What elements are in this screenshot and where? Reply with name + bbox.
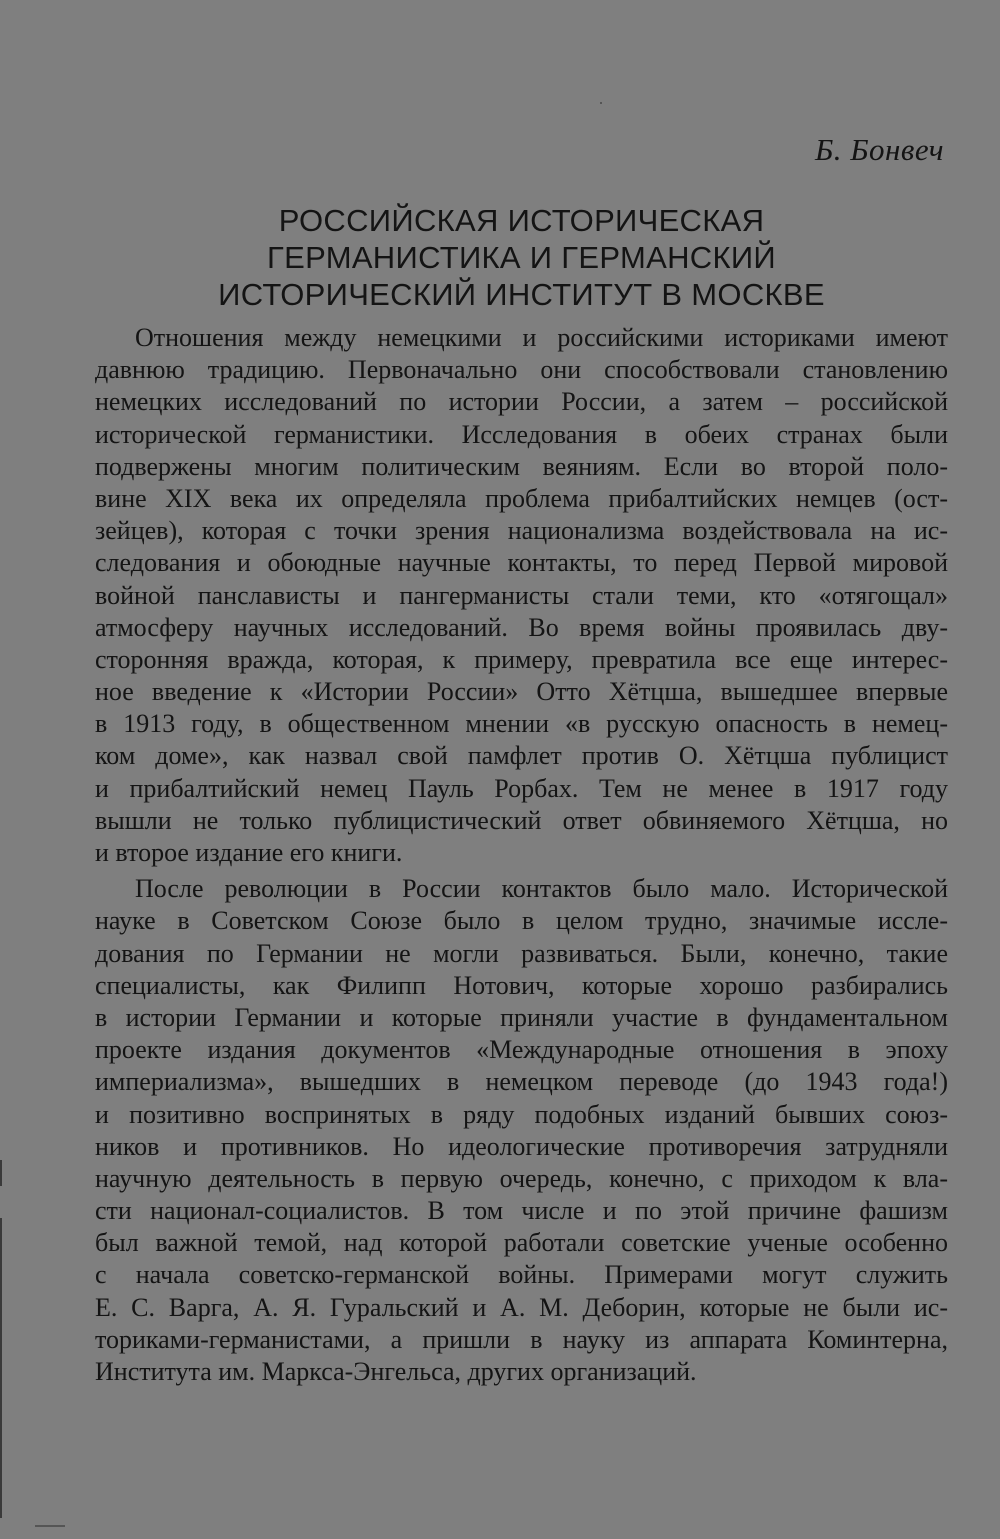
scan-edge-mark — [0, 1218, 2, 1518]
article-title — [95, 202, 948, 313]
text-line: дования по Германии не могли развиваться. Были, конечно, такие — [95, 938, 948, 968]
text-line: Е. С. Варга, А. Я. Гуральский и А. М. Деборин, которые не были ис- — [95, 1292, 948, 1322]
text-line: немецких исследований по истории России, а затем – российской — [95, 387, 948, 417]
text-line: Отношения между немецкими и российскими историками имеют — [135, 323, 948, 352]
text-line: с начала советско-германской войны. Примерами могут служить — [95, 1260, 948, 1290]
text-line: следования и обоюдные научные контакты, то перед Первой мировой — [95, 548, 948, 578]
scan-speck — [600, 102, 602, 104]
text-line: научную деятельность в первую очередь, конечно, с приходом к вла- — [95, 1163, 948, 1193]
text-line: вине XIX века их определяла проблема прибалтийских немцев (ост- — [95, 483, 948, 513]
text-line: и прибалтийский немец Пауль Рорбах. Тем не менее в 1917 году — [95, 773, 948, 803]
text-line: и позитивно воспринятых в ряду подобных изданий бывших союз- — [95, 1099, 948, 1129]
paragraph-2 — [95, 873, 948, 1388]
text-line: сторонняя вражда, которая, к примеру, превратила все еще интерес- — [95, 644, 948, 674]
article-body — [95, 322, 948, 1388]
text-line: был важной темой, над которой работали советские ученые особенно — [95, 1228, 948, 1258]
text-line: давнюю традицию. Первоначально они способствовали становлению — [95, 355, 948, 385]
author-name: Б. Бонвеч — [814, 132, 944, 167]
title-line: ИСТОРИЧЕСКИЙ ИНСТИТУТ В МОСКВЕ — [218, 277, 825, 312]
paragraph-1 — [95, 322, 948, 869]
text-line: ториками-германистами, а пришли в науку из аппарата Коминтерна, — [95, 1324, 948, 1354]
text-line: специалисты, как Филипп Нотович, которые хорошо разбирались — [95, 970, 948, 1000]
text-line: империализма», вышедших в немецком переводе (до 1943 года!) — [95, 1067, 948, 1097]
text-line: подвержены многим политическим веяниям. Если во второй поло- — [95, 451, 948, 481]
text-line: в 1913 году, в общественном мнении «в русскую опасность в немец- — [95, 709, 948, 739]
text-line: ком доме», как назвал свой памфлет против О. Хётцша публицист — [95, 741, 948, 771]
text-line: ников и противников. Но идеологические противоречия затрудняли — [95, 1131, 948, 1161]
text-line: и второе издание его книги. — [95, 838, 403, 867]
text-line: войной панслависты и пангерманисты стали теми, кто «отягощал» — [95, 580, 948, 610]
title-line: ГЕРМАНИСТИКА И ГЕРМАНСКИЙ — [267, 240, 776, 275]
text-line: Института им. Маркса-Энгельса, других организаций. — [95, 1357, 697, 1386]
text-line: ное введение к «Истории России» Отто Хётцша, вышедшее впервые — [95, 677, 948, 707]
text-line: исторической германистики. Исследования в обеих странах были — [95, 419, 948, 449]
text-line: в истории Германии и которые приняли участие в фундаментальном — [95, 1002, 948, 1032]
text-line: сти национал-социалистов. В том числе и по этой причине фашизм — [95, 1196, 948, 1226]
text-line: вышли не только публицистический ответ обвиняемого Хётцша, но — [95, 805, 948, 835]
title-line: РОССИЙСКАЯ ИСТОРИЧЕСКАЯ — [278, 203, 765, 238]
text-line: зейцев), которая с точки зрения национализма воздействовала на ис- — [95, 516, 948, 546]
scan-edge-mark — [0, 1160, 2, 1186]
text-line: После революции в России контактов было мало. Исторической — [135, 874, 948, 904]
text-line: атмосферу научных исследований. Во время войны проявилась дву- — [95, 612, 948, 642]
text-line: проекте издания документов «Международные отношения в эпоху — [95, 1035, 948, 1065]
scan-speck — [35, 1525, 65, 1527]
text-line: науке в Советском Союзе было в целом трудно, значимые иссле- — [95, 906, 948, 936]
